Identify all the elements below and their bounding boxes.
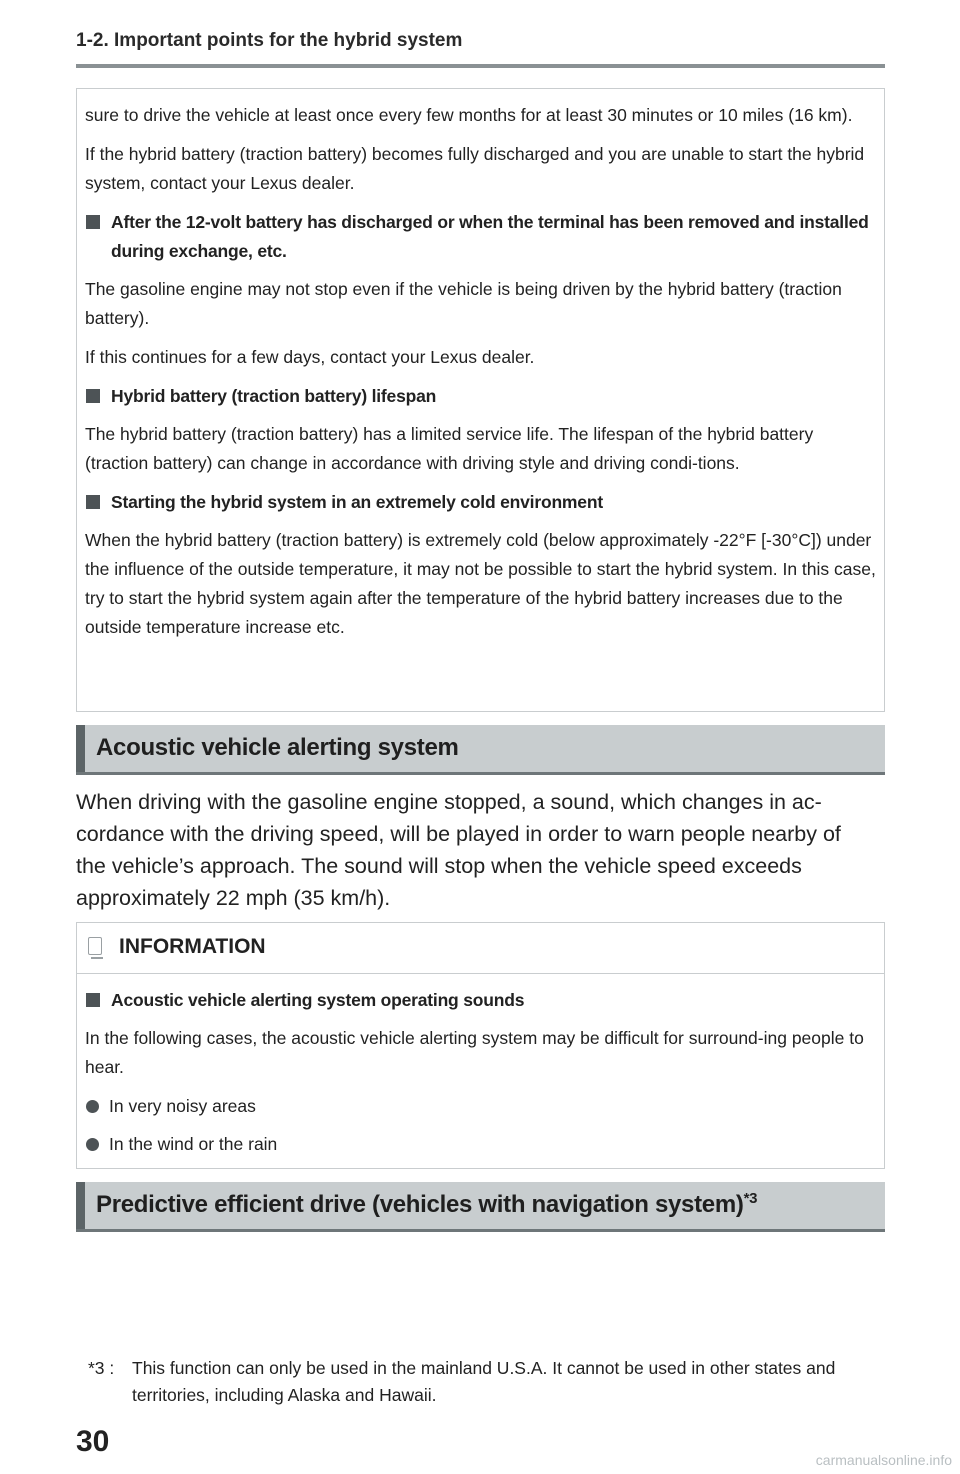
- paragraph: In the following cases, the acoustic vehicle alerting system may be difficult for surround-ing people to hear.: [85, 1028, 864, 1077]
- list-item-text: In the wind or the rain: [109, 1134, 278, 1154]
- list-item: [85, 1092, 876, 1121]
- square-bullet-icon: [86, 215, 100, 229]
- footnote: [88, 1355, 878, 1409]
- subheading-text: Hybrid battery (traction battery) lifespan: [111, 386, 437, 406]
- subheading-text: After the 12-volt battery has discharged or when the terminal has been removed and installed during exchange, etc.: [111, 212, 869, 261]
- information-box: [76, 922, 885, 1169]
- footnote-mark: *3 :: [88, 1358, 115, 1378]
- subheading: [85, 208, 876, 266]
- round-bullet-icon: [86, 1138, 99, 1151]
- paragraph: If this continues for a few days, contact your Lexus dealer.: [85, 347, 535, 367]
- information-label: INFORMATION: [119, 935, 266, 958]
- list-item-text: In very noisy areas: [109, 1096, 256, 1116]
- page-header: 1-2. Important points for the hybrid system: [76, 30, 463, 51]
- paragraph: sure to drive the vehicle at least once every few months for at least 30 minutes or 10 miles (16 km).: [85, 105, 853, 125]
- section-header-predictive: [76, 1182, 885, 1232]
- square-bullet-icon: [86, 495, 100, 509]
- subheading-text: Acoustic vehicle alerting system operating sounds: [111, 990, 525, 1010]
- round-bullet-icon: [86, 1100, 99, 1113]
- paragraph: When the hybrid battery (traction battery) is extremely cold (below approximately -22°F [-30°C]) under the influence of the outside temperature, it may not be possible to start the hybrid system. In this case, try to start the hybrid system again after the temperature of the hybrid battery increases due to the outside temperature increase etc.: [85, 530, 876, 637]
- section-accent-bar: [76, 725, 85, 772]
- header-divider: [76, 64, 885, 68]
- note-icon: [88, 937, 102, 955]
- subheading-text: Starting the hybrid system in an extremely cold environment: [111, 492, 603, 512]
- section-accent-bar: [76, 1182, 85, 1229]
- list-item: [85, 1130, 876, 1159]
- watermark: carmanualsonline.info: [815, 1452, 952, 1468]
- square-bullet-icon: [86, 993, 100, 1007]
- section-header-acoustic: [76, 725, 885, 775]
- footnote-ref: *3: [743, 1190, 758, 1207]
- paragraph: If the hybrid battery (traction battery) becomes fully discharged and you are unable to start the hybrid system, contact your Lexus dealer.: [85, 144, 865, 193]
- square-bullet-icon: [86, 389, 100, 403]
- section-title: [96, 1191, 757, 1219]
- subheading: [85, 382, 876, 411]
- section-title: Acoustic vehicle alerting system: [96, 734, 459, 761]
- continued-info-box: [76, 88, 885, 712]
- paragraph: The hybrid battery (traction battery) has a limited service life. The lifespan of the hybrid battery (traction battery) can change in accordance with driving style and driving condi-tions.: [85, 424, 814, 473]
- section-body: When driving with the gasoline engine stopped, a sound, which changes in ac-cordance with the driving speed, will be played in order to warn people nearby of the vehicle’s approach. The sound will stop when the vehicle speed exceeds approximately 22 mph (35 km/h).: [76, 790, 841, 910]
- footnote-text: This function can only be used in the mainland U.S.A. It cannot be used in other states and territories, including Alaska and Hawaii.: [132, 1358, 836, 1405]
- subheading: [85, 488, 876, 517]
- paragraph: The gasoline engine may not stop even if the vehicle is being driven by the hybrid battery (traction battery).: [85, 279, 842, 328]
- page-number: 30: [76, 1425, 110, 1458]
- section-title-text: Predictive efficient drive (vehicles with navigation system): [96, 1191, 744, 1218]
- subheading: [85, 986, 876, 1015]
- information-header: [77, 923, 884, 974]
